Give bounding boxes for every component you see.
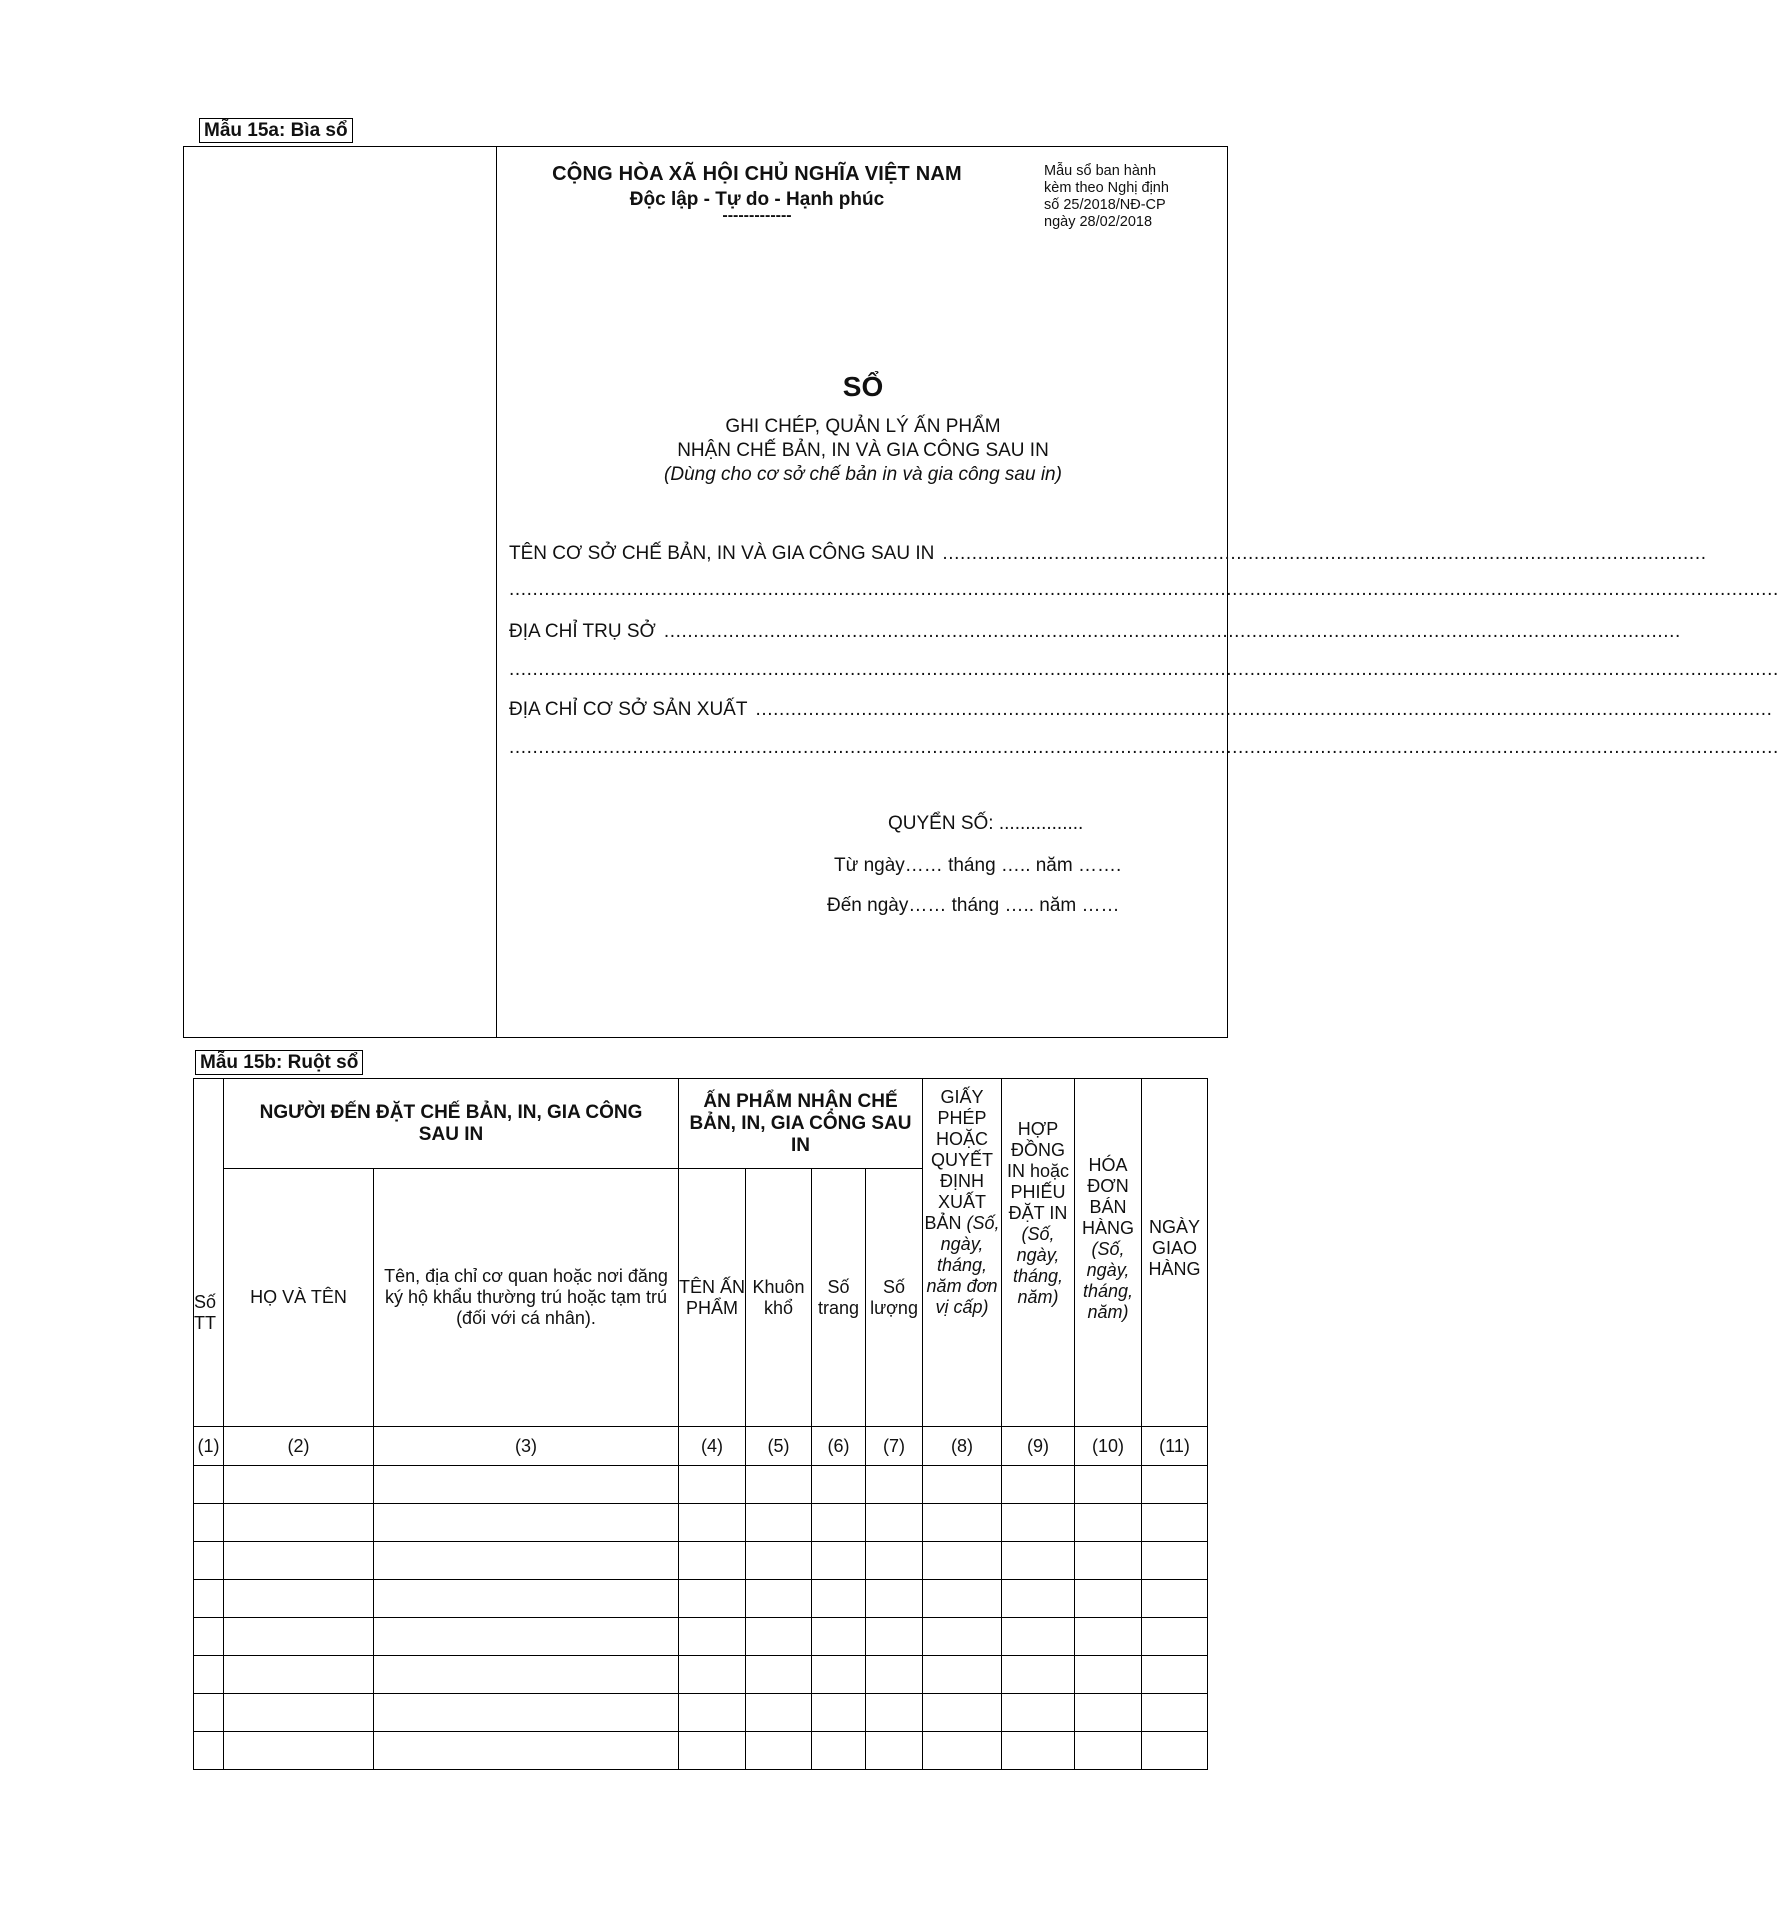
cell[interactable] <box>1075 1504 1142 1542</box>
field-factory-address[interactable] <box>509 699 1773 721</box>
cell[interactable] <box>1142 1504 1208 1542</box>
cell[interactable] <box>1002 1618 1075 1656</box>
cell[interactable] <box>866 1580 923 1618</box>
cell[interactable] <box>923 1504 1002 1542</box>
field-factory-address-blank-2[interactable]: ........................................................................................................................................................................................................................ <box>509 737 1779 758</box>
cover-form-tag: Mẫu 15a: Bìa sổ <box>199 118 353 143</box>
cell[interactable] <box>679 1656 746 1694</box>
cell[interactable] <box>923 1466 1002 1504</box>
cell[interactable] <box>224 1504 374 1542</box>
cell[interactable] <box>923 1580 1002 1618</box>
cell[interactable] <box>374 1618 679 1656</box>
col-header-delivery-date: NGÀY GIAO HÀNG <box>1142 1079 1208 1427</box>
cell[interactable] <box>812 1504 866 1542</box>
cell[interactable] <box>866 1732 923 1770</box>
col-header-contract <box>1002 1079 1075 1427</box>
cell[interactable] <box>746 1618 812 1656</box>
national-title: CỘNG HÒA XÃ HỘI CHỦ NGHĨA VIỆT NAM <box>552 163 962 185</box>
field-head-office-blank-2[interactable]: ........................................................................................................................................................................................................................ <box>509 659 1779 680</box>
cell[interactable] <box>194 1580 224 1618</box>
cell[interactable] <box>923 1618 1002 1656</box>
field-facility-name-blank: .................................................................................................................................. <box>942 543 1707 564</box>
field-factory-address-blank: ............................................................................................................................................................................. <box>755 699 1773 720</box>
field-head-office[interactable] <box>509 621 1681 643</box>
cell[interactable] <box>374 1542 679 1580</box>
cell[interactable] <box>1142 1466 1208 1504</box>
cell[interactable] <box>746 1656 812 1694</box>
col-invoice-title: HÓA ĐƠN BÁN HÀNG <box>1082 1155 1135 1238</box>
cell[interactable] <box>374 1504 679 1542</box>
col-header-pages: Số trang <box>812 1169 866 1427</box>
cell[interactable] <box>374 1466 679 1504</box>
cell[interactable] <box>1075 1580 1142 1618</box>
cell[interactable] <box>374 1694 679 1732</box>
cell[interactable] <box>923 1542 1002 1580</box>
book-usage-note: (Dùng cho cơ sở chế bản in và gia công sau in) <box>664 464 1062 485</box>
cell[interactable] <box>679 1504 746 1542</box>
cell[interactable] <box>812 1542 866 1580</box>
cell[interactable] <box>374 1732 679 1770</box>
cell[interactable] <box>1075 1732 1142 1770</box>
field-head-office-label: ĐỊA CHỈ TRỤ SỞ <box>509 621 656 642</box>
cell[interactable] <box>194 1656 224 1694</box>
cell[interactable] <box>1142 1542 1208 1580</box>
ledger-form-tag: Mẫu 15b: Ruột sổ <box>195 1050 363 1075</box>
cell[interactable] <box>1002 1694 1075 1732</box>
cell[interactable] <box>679 1466 746 1504</box>
cell[interactable] <box>812 1732 866 1770</box>
cell[interactable] <box>746 1580 812 1618</box>
cell[interactable] <box>812 1694 866 1732</box>
column-number: (1) <box>194 1427 224 1466</box>
cell[interactable] <box>1002 1504 1075 1542</box>
field-facility-name-blank-2[interactable]: ........................................................................................................................................................................................................................ <box>509 579 1779 600</box>
cell[interactable] <box>224 1542 374 1580</box>
cell[interactable] <box>866 1504 923 1542</box>
table-row[interactable] <box>194 1618 1208 1656</box>
cell[interactable] <box>1002 1580 1075 1618</box>
ledger-table <box>193 1078 1208 1770</box>
cell[interactable] <box>1075 1694 1142 1732</box>
cell[interactable] <box>812 1580 866 1618</box>
cell[interactable] <box>194 1732 224 1770</box>
decree-note-line: Mẫu sổ ban hành <box>1044 163 1157 179</box>
col-license-note: (Số, ngày, tháng, năm đơn vị cấp) <box>926 1213 1000 1317</box>
cell[interactable] <box>1142 1656 1208 1694</box>
cell[interactable] <box>194 1466 224 1504</box>
cell[interactable] <box>1002 1466 1075 1504</box>
cell[interactable] <box>866 1618 923 1656</box>
column-number: (4) <box>679 1427 746 1466</box>
cell[interactable] <box>812 1656 866 1694</box>
column-number: (9) <box>1002 1427 1075 1466</box>
col-contract-title: HỢP ĐỒNG IN hoặc PHIẾU ĐẶT IN <box>1006 1119 1070 1223</box>
column-number: (2) <box>224 1427 374 1466</box>
col-header-invoice <box>1075 1079 1142 1427</box>
book-subtitle-line-1: GHI CHÉP, QUẢN LÝ ẤN PHẨM <box>725 416 1001 437</box>
col-invoice-note: (Số, ngày, tháng, năm) <box>1082 1239 1134 1322</box>
col-header-product-name: TÊN ẤN PHẨM <box>679 1169 746 1427</box>
decree-note-line: kèm theo Nghị định <box>1044 180 1169 196</box>
field-head-office-blank: ............................................................................................................................................................................. <box>663 621 1681 642</box>
cell[interactable] <box>923 1694 1002 1732</box>
volume-number: QUYỂN SỐ: ................ <box>888 813 1084 834</box>
decree-note-line: ngày 28/02/2018 <box>1044 214 1153 230</box>
cell[interactable] <box>679 1580 746 1618</box>
cell[interactable] <box>746 1694 812 1732</box>
col-group-person: NGƯỜI ĐẾN ĐẶT CHẾ BẢN, IN, GIA CÔNG SAU IN <box>224 1079 679 1169</box>
column-number: (10) <box>1075 1427 1142 1466</box>
col-group-product: ẤN PHẨM NHẬN CHẾ BẢN, IN, GIA CÔNG SAU IN <box>679 1079 923 1169</box>
cell[interactable] <box>866 1466 923 1504</box>
cell[interactable] <box>1002 1732 1075 1770</box>
cell[interactable] <box>812 1618 866 1656</box>
cell[interactable] <box>866 1542 923 1580</box>
cell[interactable] <box>1002 1542 1075 1580</box>
cell[interactable] <box>1142 1732 1208 1770</box>
cell[interactable] <box>746 1732 812 1770</box>
cell[interactable] <box>194 1504 224 1542</box>
cell[interactable] <box>1075 1466 1142 1504</box>
cell[interactable] <box>679 1732 746 1770</box>
column-number: (6) <box>812 1427 866 1466</box>
cell[interactable] <box>194 1694 224 1732</box>
col-license-title: GIẤY PHÉP HOẶC QUYẾT ĐỊNH XUẤT BẢN <box>924 1087 994 1233</box>
column-number: (8) <box>923 1427 1002 1466</box>
table-row[interactable] <box>194 1466 1208 1504</box>
motto-divider: ------------- <box>722 207 792 224</box>
table-row[interactable] <box>194 1694 1208 1732</box>
cell[interactable] <box>923 1656 1002 1694</box>
cell[interactable] <box>224 1732 374 1770</box>
national-motto: Độc lập - Tự do - Hạnh phúc <box>629 189 885 210</box>
cell[interactable] <box>194 1618 224 1656</box>
cell[interactable] <box>224 1580 374 1618</box>
col-header-address: Tên, địa chỉ cơ quan hoặc nơi đăng ký hộ khẩu thường trú hoặc tạm trú (đối với cá nhân). <box>374 1169 679 1427</box>
table-row[interactable] <box>194 1656 1208 1694</box>
cell[interactable] <box>374 1580 679 1618</box>
cell[interactable] <box>1142 1694 1208 1732</box>
date-from: Từ ngày…… tháng ….. năm ……. <box>834 855 1122 876</box>
field-facility-name[interactable] <box>509 543 1707 565</box>
table-row[interactable] <box>194 1580 1208 1618</box>
book-subtitle-line-2: NHẬN CHẾ BẢN, IN VÀ GIA CÔNG SAU IN <box>677 440 1049 461</box>
cover-spine-panel <box>184 147 497 1037</box>
table-row[interactable] <box>194 1542 1208 1580</box>
cell[interactable] <box>746 1466 812 1504</box>
cell[interactable] <box>866 1694 923 1732</box>
cell[interactable] <box>1002 1656 1075 1694</box>
column-number: (3) <box>374 1427 679 1466</box>
cell[interactable] <box>1075 1656 1142 1694</box>
cell[interactable] <box>679 1542 746 1580</box>
cell[interactable] <box>746 1504 812 1542</box>
cell[interactable] <box>923 1732 1002 1770</box>
cell[interactable] <box>224 1618 374 1656</box>
table-row[interactable] <box>194 1732 1208 1770</box>
cell[interactable] <box>1142 1580 1208 1618</box>
decree-note-line: số 25/2018/NĐ-CP <box>1044 197 1166 213</box>
cell[interactable] <box>224 1466 374 1504</box>
cell[interactable] <box>679 1694 746 1732</box>
col-header-quantity: Số lượng <box>866 1169 923 1427</box>
col-contract-note: (Số, ngày, tháng, năm) <box>1012 1224 1064 1307</box>
col-header-size: Khuôn khổ <box>746 1169 812 1427</box>
column-number: (7) <box>866 1427 923 1466</box>
col-header-full-name: HỌ VÀ TÊN <box>224 1169 374 1427</box>
cover-frame <box>183 146 1779 1038</box>
decree-note <box>1044 163 1224 231</box>
date-to: Đến ngày…… tháng ….. năm …… <box>827 895 1120 916</box>
col-header-license <box>923 1079 1002 1427</box>
field-factory-address-label: ĐỊA CHỈ CƠ SỞ SẢN XUẤT <box>509 699 748 720</box>
cell[interactable] <box>374 1656 679 1694</box>
cell[interactable] <box>1142 1618 1208 1656</box>
column-number-row <box>194 1427 1208 1466</box>
cell[interactable] <box>224 1656 374 1694</box>
cell[interactable] <box>1075 1618 1142 1656</box>
cell[interactable] <box>812 1466 866 1504</box>
cell[interactable] <box>224 1694 374 1732</box>
column-number: (5) <box>746 1427 812 1466</box>
field-facility-name-label: TÊN CƠ SỞ CHẾ BẢN, IN VÀ GIA CÔNG SAU IN <box>509 543 935 564</box>
cell[interactable] <box>1075 1542 1142 1580</box>
col-header-stt: Số TT <box>194 1079 224 1427</box>
cell[interactable] <box>679 1618 746 1656</box>
cell[interactable] <box>746 1542 812 1580</box>
cell[interactable] <box>866 1656 923 1694</box>
cell[interactable] <box>194 1542 224 1580</box>
book-title: SỔ <box>842 371 884 402</box>
column-number: (11) <box>1142 1427 1208 1466</box>
table-row[interactable] <box>194 1504 1208 1542</box>
